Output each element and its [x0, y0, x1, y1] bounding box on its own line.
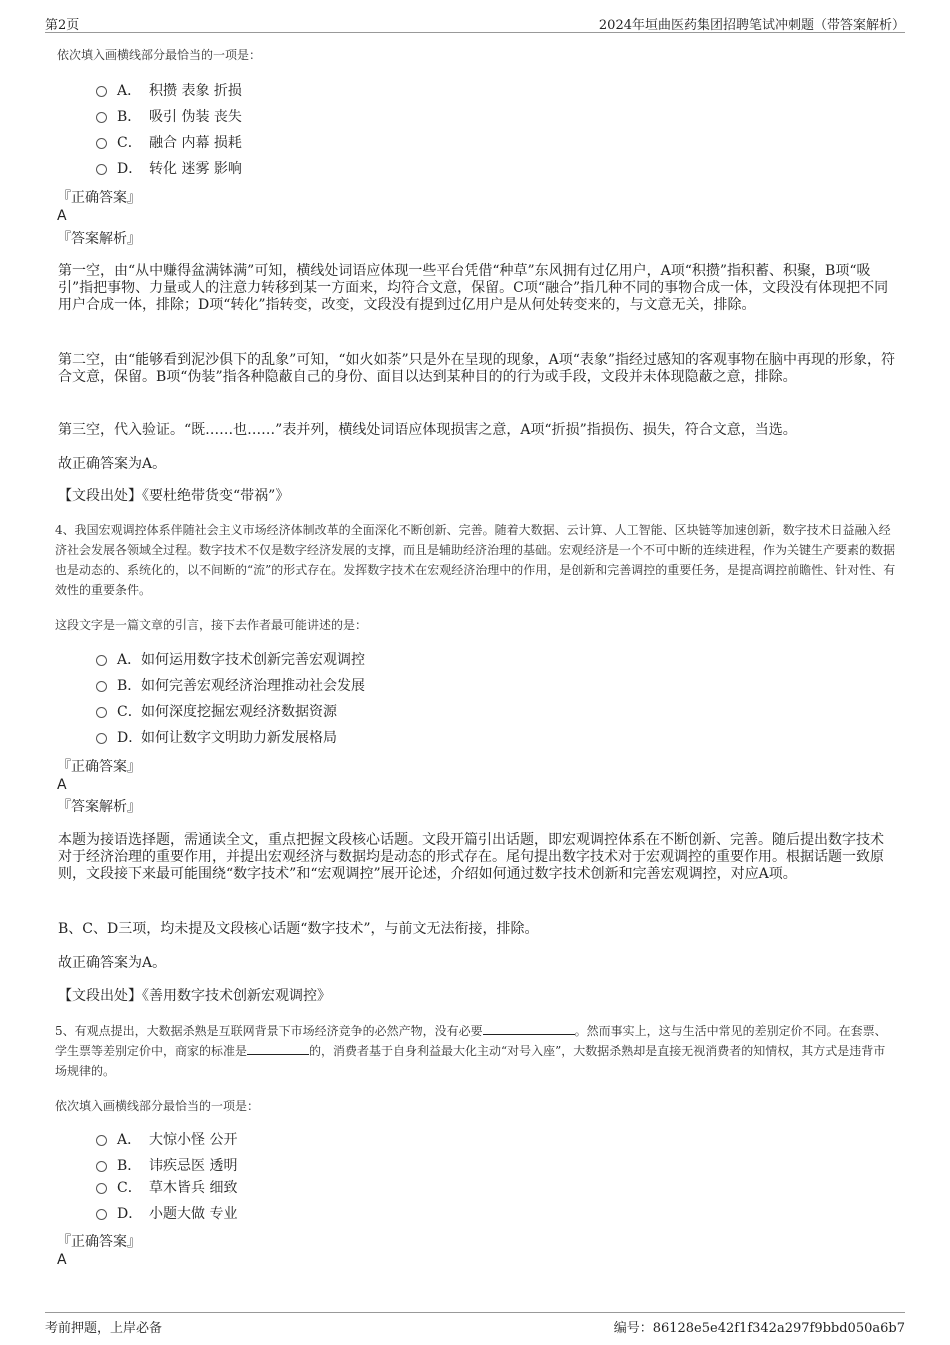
q3-option-a[interactable]: A． 积攒 表象 折损: [96, 81, 242, 101]
page-header: [45, 10, 905, 33]
q3-option-d[interactable]: D． 转化 迷雾 影响: [96, 159, 242, 179]
q5-option-c[interactable]: C． 草木皆兵 细致: [96, 1178, 237, 1198]
q3-answer-label: 『正确答案』: [57, 190, 141, 206]
radio-icon[interactable]: [96, 1183, 107, 1194]
radio-icon[interactable]: [96, 1209, 107, 1220]
radio-icon[interactable]: [96, 1135, 107, 1146]
q3-analysis-p3: 第三空，代入验证。“既……也……”表并列，横线处词语应体现损害之意，A项“折损”指损伤、损失，符合文意，当选。: [58, 422, 797, 438]
radio-icon[interactable]: [96, 1161, 107, 1172]
q3-analysis-label: 『答案解析』: [57, 231, 141, 247]
q3-answer: A: [57, 208, 67, 224]
q4-option-c[interactable]: C．如何深度挖掘宏观经济数据资源: [96, 702, 337, 722]
q5-option-a[interactable]: A． 大惊小怪 公开: [96, 1130, 237, 1150]
q5-answer: A: [57, 1252, 67, 1268]
blank-1: [483, 1022, 575, 1035]
document-code: 编号：86128e5e42f1f342a297f9bbd050a6b7: [613, 1321, 905, 1336]
radio-icon[interactable]: [96, 112, 107, 123]
q4-option-a[interactable]: A．如何运用数字技术创新完善宏观调控: [96, 650, 365, 670]
radio-icon[interactable]: [96, 681, 107, 692]
q4-answer: A: [57, 777, 67, 793]
radio-icon[interactable]: [96, 164, 107, 175]
q3-option-c[interactable]: C． 融合 内幕 损耗: [96, 133, 242, 153]
footer-slogan: 考前押题，上岸必备: [45, 1321, 163, 1336]
radio-icon[interactable]: [96, 655, 107, 666]
radio-icon[interactable]: [96, 86, 107, 97]
q3-option-b[interactable]: B． 吸引 伪装 丧失: [96, 107, 242, 127]
radio-icon[interactable]: [96, 733, 107, 744]
q5-prompt: 依次填入画横线部分最恰当的一项是：: [55, 1099, 260, 1113]
q4-analysis-p1: 本题为接语选择题，需通读全文，重点把握文段核心话题。文段开篇引出话题，即宏观调控体系在不断创新、完善。随后提出数字技术对于经济治理的重要作用，并提出宏观经济与数据均是动态的形式存在。尾句提出数字技术对于宏观调控的重要作用。根据话题一致原则，文段接下来最可能围绕“数字技术”和“宏观调控”展开论述，介绍如何通过数字技术创新和完善宏观调控，对应A项。: [58, 832, 884, 882]
q5-option-d[interactable]: D． 小题大做 专业: [96, 1204, 237, 1224]
page-number: 第2页: [45, 18, 80, 33]
q3-analysis-p1: 第一空，由“从中赚得盆满钵满”可知，横线处词语应体现一些平台凭借“种草”东风拥有过亿用户，A项“积攒”指积蓄、积聚，B项“吸引”指把事物、力量或人的注意力转移到某一方面来，均符合文意，保留。C项“融合”指几种不同的事物合成一体，文段没有体现把不同用户合成一体，排除；D项“转化”指转变，改变，文段没有提到过亿用户是从何处转变来的，与文意无关，排除。: [58, 263, 889, 313]
q4-stem: 4、我国宏观调控体系伴随社会主义市场经济体制改革的全面深化不断创新、完善。随着大数据、云计算、人工智能、区块链等加速创新，数字技术日益融入经济社会发展各领域全过程。数字技术不仅是数字经济发展的支撑，而且是辅助经济治理的基础。宏观经济是一个不可中断的连续进程，作为关键生产要素的数据也是动态的、系统化的，以不间断的“流”的形式存在。发挥数字技术在宏观经济治理中的作用，是创新和完善调控的重要任务，是提高调控前瞻性、针对性、有效性的重要条件。: [55, 523, 896, 597]
q4-answer-label: 『正确答案』: [57, 759, 141, 775]
q4-analysis-p2: B、C、D三项，均未提及文段核心话题“数字技术”，与前文无法衔接，排除。: [58, 921, 539, 937]
page-footer: [45, 1312, 905, 1337]
q4-analysis-label: 『答案解析』: [57, 799, 141, 815]
radio-icon[interactable]: [96, 138, 107, 149]
q3-analysis-p4: 故正确答案为A。: [58, 456, 167, 472]
document-title: 2024年垣曲医药集团招聘笔试冲刺题（带答案解析）: [598, 18, 905, 33]
q5-option-b[interactable]: B． 讳疾忌医 透明: [96, 1156, 237, 1176]
blank-2: [247, 1042, 309, 1055]
radio-icon[interactable]: [96, 707, 107, 718]
q4-source: 【文段出处】《善用数字技术创新宏观调控》: [58, 988, 331, 1004]
q5-stem: 5、有观点提出，大数据杀熟是互联网背景下市场经济竞争的必然产物，没有必要 。然而事实上，这与生活中常见的差别定价不同。在套票、学生票等差别定价中，商家的标准是 的，消费者基于自身利益最大化主动“对号入座”，大数据杀熟却是直接无视消费者的知情权，其方式是违背市场规律的。: [55, 1024, 887, 1078]
q5-answer-label: 『正确答案』: [57, 1234, 141, 1250]
q4-analysis-p3: 故正确答案为A。: [58, 955, 167, 971]
q4-option-b[interactable]: B．如何完善宏观经济治理推动社会发展: [96, 676, 365, 696]
q4-prompt: 这段文字是一篇文章的引言，接下去作者最可能讲述的是：: [55, 618, 368, 632]
q4-option-d[interactable]: D．如何让数字文明助力新发展格局: [96, 728, 337, 748]
q3-analysis-p2: 第二空，由“能够看到泥沙俱下的乱象”可知，“如火如荼”只是外在呈现的现象，A项“表象”指经过感知的客观事物在脑中再现的形象，符合文意，保留。B项“伪装”指各种隐蔽自己的身份、面目以达到某种目的的行为或手段，文段并未体现隐蔽之意，排除。: [58, 352, 896, 385]
q3-source: 【文段出处】《要杜绝带货变“带祸”》: [58, 488, 290, 504]
q3-prompt: 依次填入画横线部分最恰当的一项是：: [57, 48, 262, 62]
